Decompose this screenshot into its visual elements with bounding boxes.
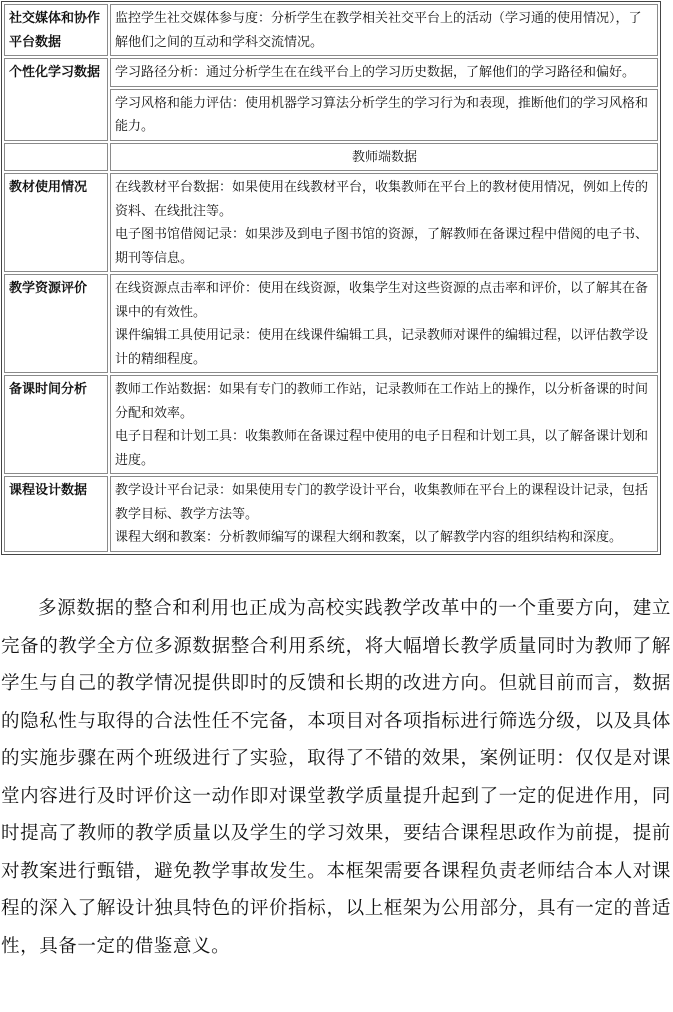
cell-text: 电子图书馆借阅记录：如果涉及到电子图书馆的资源，了解教师在备课过程中借阅的电子书、期刊等信息。: [115, 227, 649, 266]
empty-cell: [4, 143, 108, 172]
row-cell: [110, 58, 658, 87]
table-row: [4, 58, 658, 87]
cell-text: 在线教材平台数据：如果使用在线教材平台，收集教师在平台上的教材使用情况，例如上传的资料、在线批注等。: [115, 180, 649, 219]
teacher-section-title: 教师端数据: [110, 143, 658, 172]
row-cell: [110, 4, 658, 56]
row-label-social-media: 社交媒体和协作平台数据: [4, 4, 108, 56]
cell-text: 学习风格和能力评估：使用机器学习算法分析学生的学习行为和表现，推断他们的学习风格和能力。: [115, 95, 649, 134]
row-cell: [110, 89, 658, 141]
row-label-personalized-learning: 个性化学习数据: [4, 58, 108, 141]
cell-text: 教学设计平台记录：如果使用专门的教学设计平台，收集教师在平台上的课程设计记录，包括教学目标、教学方法等。: [115, 483, 649, 522]
cell-text: 在线资源点击率和评价：使用在线资源，收集学生对这些资源的点击率和评价，以了解其在备课中的有效性。: [115, 281, 649, 320]
row-label-prep-time: 备课时间分析: [4, 375, 108, 474]
data-sources-table: [1, 1, 661, 555]
section-row: [4, 143, 658, 172]
table-row: [4, 4, 658, 56]
row-label-course-design: 课程设计数据: [4, 476, 108, 552]
row-label-textbook-usage: 教材使用情况: [4, 173, 108, 272]
cell-text: 电子日程和计划工具：收集教师在备课过程中使用的电子日程和计划工具，以了解备课计划和进度。: [115, 429, 649, 468]
cell-text: 监控学生社交媒体参与度：分析学生在教学相关社交平台上的活动（学习通的使用情况），了解他们之间的互动和学科交流情况。: [115, 11, 642, 50]
table-row: [4, 173, 658, 272]
table-row: [4, 375, 658, 474]
table-row: [4, 274, 658, 373]
row-cell: [110, 375, 658, 474]
cell-text: 课程大纲和教案：分析教师编写的课程大纲和教案，以了解教学内容的组织结构和深度。: [115, 530, 623, 545]
table-row: [4, 476, 658, 552]
cell-text: 学习路径分析：通过分析学生在在线平台上的学习历史数据，了解他们的学习路径和偏好。: [115, 65, 636, 80]
body-text: [1, 590, 671, 965]
row-cell: [110, 173, 658, 272]
cell-text: 教师工作站数据：如果有专门的教师工作站，记录教师在工作站上的操作，以分析备课的时间分配和效率。: [115, 382, 649, 421]
row-label-resource-evaluation: 教学资源评价: [4, 274, 108, 373]
row-cell: [110, 476, 658, 552]
cell-text: 课件编辑工具使用记录：使用在线课件编辑工具，记录教师对课件的编辑过程，以评估教学设计的精细程度。: [115, 328, 649, 367]
row-cell: [110, 274, 658, 373]
body-paragraph: 多源数据的整合和利用也正成为高校实践教学改革中的一个重要方向，建立完备的教学全方位多源数据整合利用系统，将大幅增长教学质量同时为教师了解学生与自己的教学情况提供即时的反馈和长期的改进方向。但就目前而言，数据的隐私性与取得的合法性任不完备，本项目对各项指标进行筛选分级，以及具体的实施步骤在两个班级进行了实验，取得了不错的效果，案例证明：仅仅是对课堂内容进行及时评价这一动作即对课堂教学质量提升起到了一定的促进作用，同时提高了教师的教学质量以及学生的学习效果，要结合课程思政作为前提，提前对教案进行甄错，避免教学事故发生。本框架需要各课程负责老师结合本人对课程的深入了解设计独具特色的评价指标，以上框架为公用部分，具有一定的普适性，具备一定的借鉴意义。: [1, 598, 671, 957]
